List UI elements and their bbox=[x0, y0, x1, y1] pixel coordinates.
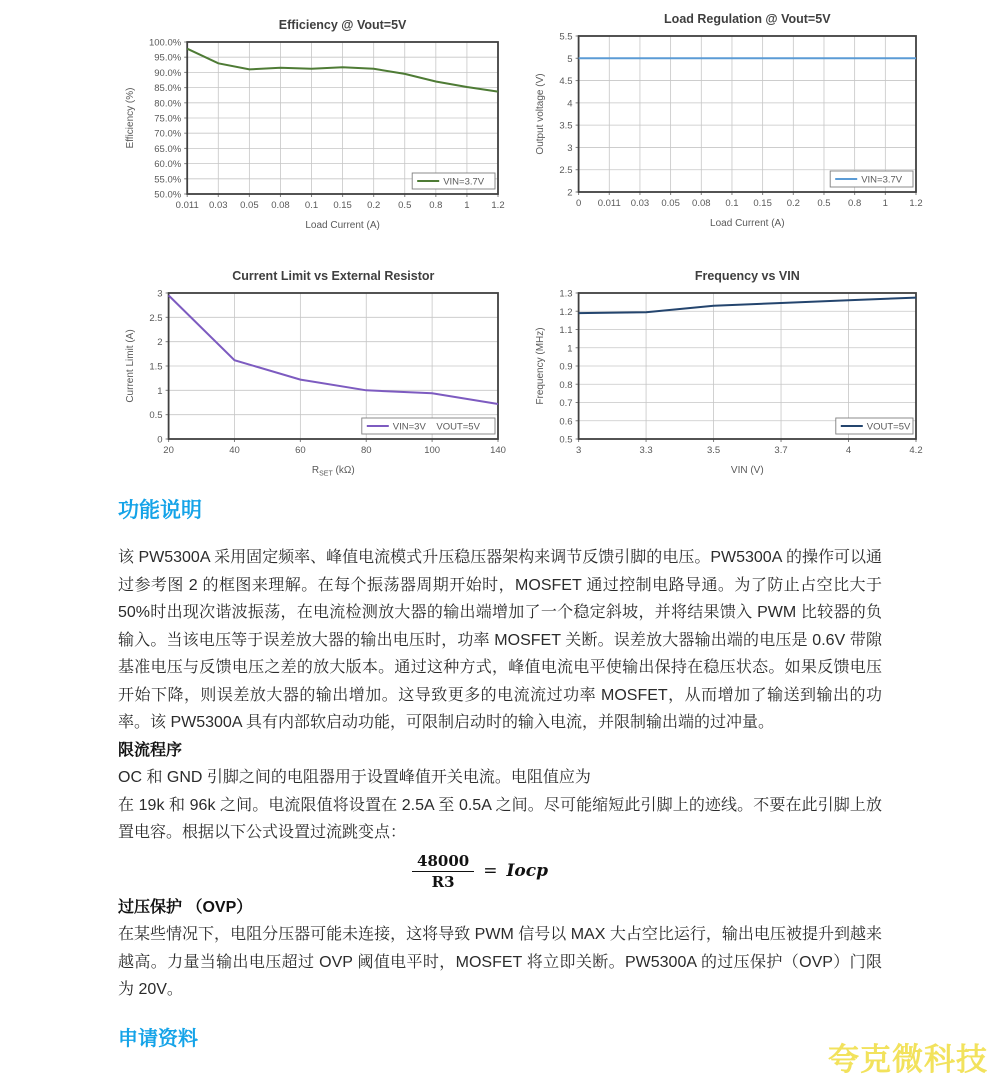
svg-text:0.8: 0.8 bbox=[429, 200, 443, 211]
svg-text:0.7: 0.7 bbox=[559, 398, 573, 409]
svg-text:3: 3 bbox=[575, 445, 582, 456]
svg-text:40: 40 bbox=[229, 445, 240, 456]
section-heading-current-limit: 限流程序 bbox=[118, 741, 183, 759]
svg-text:Current Limit (A): Current Limit (A) bbox=[125, 329, 136, 403]
svg-text:4.2: 4.2 bbox=[909, 445, 923, 456]
svg-text:0.8: 0.8 bbox=[559, 379, 573, 391]
svg-text:1.2: 1.2 bbox=[909, 198, 923, 209]
svg-text:1: 1 bbox=[464, 200, 470, 211]
current-limit-line2: 在 19k 和 96k 之间。电流限值将设置在 2.5A 至 0.5A 之间。尽可能缩短此引脚上的迹线。不要在此引脚上放置电容。根据以下公式设置过流跳变点： bbox=[118, 796, 882, 841]
formula-numerator: 48000 bbox=[412, 852, 474, 872]
svg-text:0.15: 0.15 bbox=[333, 200, 352, 211]
svg-text:100: 100 bbox=[424, 445, 441, 456]
section-heading-function-description: 功能说明 bbox=[118, 499, 202, 522]
svg-text:60: 60 bbox=[295, 445, 306, 456]
efficiency-chart bbox=[120, 12, 512, 239]
svg-text:VIN=3.7V: VIN=3.7V bbox=[443, 176, 485, 188]
svg-text:1.1: 1.1 bbox=[559, 325, 573, 336]
svg-text:0: 0 bbox=[575, 198, 582, 209]
svg-text:1: 1 bbox=[882, 198, 888, 209]
svg-text:0.08: 0.08 bbox=[271, 200, 290, 211]
svg-text:55.0%: 55.0% bbox=[154, 174, 182, 186]
formula-result: Iocp bbox=[506, 861, 548, 881]
svg-text:VIN (V): VIN (V) bbox=[730, 465, 764, 476]
svg-text:1: 1 bbox=[567, 343, 573, 355]
svg-text:4: 4 bbox=[567, 98, 573, 110]
svg-text:5.5: 5.5 bbox=[559, 31, 573, 43]
current-limit-line1: OC 和 GND 引脚之间的电阻器用于设置峰值开关电流。电阻值应为 bbox=[118, 769, 591, 786]
svg-text:1.2: 1.2 bbox=[559, 306, 573, 318]
svg-text:60.0%: 60.0% bbox=[154, 159, 182, 171]
svg-text:1.2: 1.2 bbox=[491, 200, 505, 211]
svg-text:0.011: 0.011 bbox=[175, 200, 199, 211]
watermark-logo: 夸克微科技 bbox=[828, 1042, 988, 1077]
svg-text:0.05: 0.05 bbox=[661, 198, 680, 209]
section-heading-apply: 申请资料 bbox=[118, 1027, 198, 1050]
svg-text:0.011: 0.011 bbox=[597, 198, 621, 209]
svg-text:1.3: 1.3 bbox=[559, 288, 573, 300]
function-description-paragraph: 该 PW5300A 采用固定频率、峰值电流模式升压稳压器架构来调节反馈引脚的电压。PW5300A 的操作可以通过参考图 2 的框图来理解。在每个振荡器周期开始时，MOSFET 通过控制电路导通。为了防止占空比大于 50%时出现次谐波振荡，在电流检测放大器的输出端增加了一个稳定斜坡，并将结果馈入 PWM 比较器的负输入。当该电压等于误差放大器的输出电压时，功率 MOSFET 关断。误差放大器输出端的电压是 0.6V 带隙基准电压与反馈电压之差的放大版本。通过这种方式，峰值电流电平使输出保持在稳压状态。如果反馈电压开始下降，则误差放大器的输出增加。这导致更多的电流流过功率 MOSFET，从而增加了输送到输出的功率。该 PW5300A 具有内部软启动功能，可限制启动时的输入电流，并限制输出端的过冲量。 bbox=[118, 549, 882, 731]
svg-text:3: 3 bbox=[567, 142, 573, 154]
svg-text:0.1: 0.1 bbox=[304, 200, 319, 211]
svg-text:Output voltage (V): Output voltage (V) bbox=[535, 73, 546, 155]
svg-text:100.0%: 100.0% bbox=[148, 37, 182, 49]
formula-fraction bbox=[412, 852, 474, 891]
svg-text:Load Regulation @ Vout=5V: Load Regulation @ Vout=5V bbox=[664, 12, 831, 26]
svg-text:95.0%: 95.0% bbox=[154, 52, 182, 64]
frequency-chart bbox=[530, 263, 930, 484]
current-limit-chart bbox=[120, 263, 512, 484]
svg-text:20: 20 bbox=[163, 445, 174, 456]
svg-text:0.2: 0.2 bbox=[786, 198, 800, 209]
ovp-paragraph: 在某些情况下，电阻分压器可能未连接，这将导致 PWM 信号以 MAX 大占空比运行，输出电压被提升到越来越高。力量当输出电压超过 OVP 阈值电平时，MOSFET 将立即关断。PW5300A 的过压保护（OVP）门限为 20V。 bbox=[118, 926, 882, 998]
svg-text:2: 2 bbox=[157, 337, 163, 349]
svg-text:3: 3 bbox=[157, 288, 163, 300]
formula-denominator: R3 bbox=[431, 872, 455, 891]
body-text-column bbox=[118, 494, 882, 1051]
svg-text:Efficiency (%): Efficiency (%) bbox=[125, 87, 136, 149]
svg-text:2.5: 2.5 bbox=[149, 312, 163, 324]
svg-text:85.0%: 85.0% bbox=[154, 83, 182, 95]
svg-text:0.6: 0.6 bbox=[559, 416, 573, 428]
svg-text:VIN=3.7V: VIN=3.7V bbox=[861, 174, 903, 186]
svg-text:Efficiency @ Vout=5V: Efficiency @ Vout=5V bbox=[278, 18, 407, 32]
svg-text:0.03: 0.03 bbox=[630, 198, 650, 209]
svg-text:0: 0 bbox=[157, 434, 163, 446]
formula-equals-sign: = bbox=[483, 861, 498, 881]
svg-text:2: 2 bbox=[567, 187, 573, 199]
svg-text:Frequency (MHz): Frequency (MHz) bbox=[535, 327, 546, 405]
svg-text:0.5: 0.5 bbox=[149, 410, 163, 422]
svg-text:0.1: 0.1 bbox=[725, 198, 739, 209]
svg-text:0.9: 0.9 bbox=[559, 361, 573, 373]
svg-text:VOUT=5V: VOUT=5V bbox=[866, 421, 911, 433]
svg-text:0.08: 0.08 bbox=[692, 198, 711, 209]
svg-text:0.5: 0.5 bbox=[817, 198, 831, 209]
svg-text:2.5: 2.5 bbox=[559, 165, 573, 177]
svg-text:75.0%: 75.0% bbox=[154, 113, 182, 125]
svg-text:0.05: 0.05 bbox=[240, 200, 259, 211]
svg-text:0.5: 0.5 bbox=[559, 434, 573, 446]
svg-text:Frequency vs VIN: Frequency vs VIN bbox=[694, 269, 800, 283]
svg-text:1.5: 1.5 bbox=[149, 361, 163, 373]
svg-text:0.15: 0.15 bbox=[753, 198, 772, 209]
svg-text:0.8: 0.8 bbox=[848, 198, 862, 209]
svg-text:3.3: 3.3 bbox=[639, 445, 653, 456]
svg-text:0.2: 0.2 bbox=[367, 200, 381, 211]
svg-text:0.5: 0.5 bbox=[398, 200, 412, 211]
svg-text:3.5: 3.5 bbox=[559, 120, 573, 132]
svg-text:Load Current (A): Load Current (A) bbox=[710, 218, 785, 229]
svg-text:4.5: 4.5 bbox=[559, 76, 573, 88]
ocp-formula bbox=[118, 852, 842, 891]
svg-text:50.0%: 50.0% bbox=[154, 189, 182, 201]
svg-text:80: 80 bbox=[360, 445, 372, 456]
load-regulation-chart bbox=[530, 6, 930, 237]
svg-text:140: 140 bbox=[490, 445, 506, 456]
svg-text:3.5: 3.5 bbox=[706, 445, 721, 456]
svg-text:90.0%: 90.0% bbox=[154, 67, 182, 79]
svg-text:65.0%: 65.0% bbox=[154, 143, 182, 155]
svg-text:4: 4 bbox=[845, 445, 852, 456]
svg-text:70.0%: 70.0% bbox=[154, 128, 182, 140]
svg-text:0.03: 0.03 bbox=[209, 200, 228, 211]
svg-text:5: 5 bbox=[567, 53, 573, 65]
svg-text:80.0%: 80.0% bbox=[154, 98, 182, 110]
section-heading-ovp: 过压保护 （OVP） bbox=[118, 898, 253, 916]
svg-text:Load Current (A): Load Current (A) bbox=[305, 220, 380, 231]
svg-text:RSET (kΩ): $R_{SET}$ (kΩ) bbox=[311, 465, 355, 478]
svg-text:1: 1 bbox=[157, 385, 163, 397]
svg-text:Current Limit vs External Resi: Current Limit vs External Resistor bbox=[232, 269, 435, 283]
svg-text:VIN=3V VOUT=5V: VIN=3V VOUT=5V bbox=[392, 421, 480, 433]
svg-text:3.7: 3.7 bbox=[774, 445, 788, 456]
